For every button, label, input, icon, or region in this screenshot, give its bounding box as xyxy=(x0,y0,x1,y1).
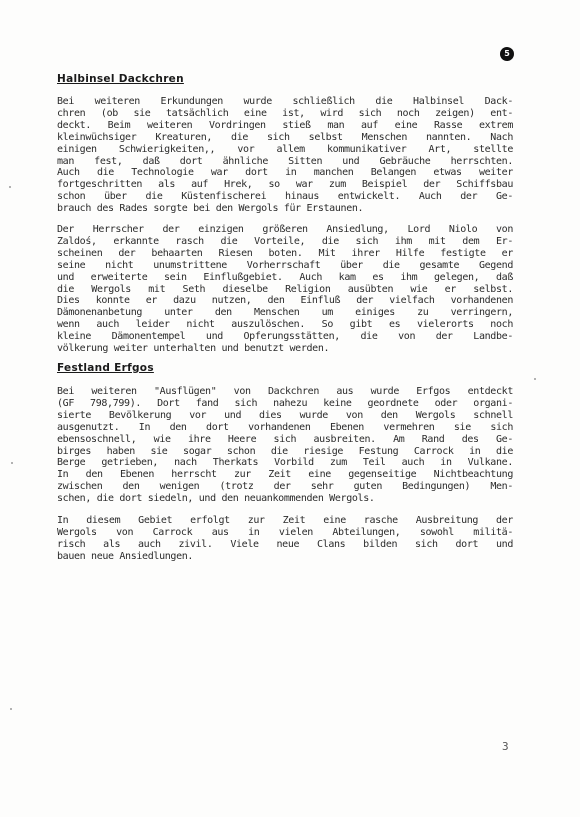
text-line: und erweiterte sein Einflußgebiet. Auch kam es ihm gelegen, daß xyxy=(57,271,513,283)
text-line: In diesem Gebiet erfolgt zur Zeit eine rasche Ausbreitung der xyxy=(57,515,513,526)
text-line: einigen Schwierigkeiten,, vor allem kommunikativer Art, stellte xyxy=(57,143,513,155)
text-line: man fest, daß dort ähnliche Sitten und Gebräuche herrschten. xyxy=(57,155,513,167)
scan-speck xyxy=(534,378,536,380)
section-heading-erfgos: Festland Erfgos xyxy=(57,362,154,374)
paragraph-dackchren-discovery xyxy=(57,96,513,215)
text-line: scheinen der behaarten Riesen boten. Mit ihrer Hilfe festigte er xyxy=(57,247,513,259)
text-line: Bei weiteren Erkundungen wurde schließlich die Halbinsel Dack- xyxy=(57,96,513,107)
paragraph-lord-niolo xyxy=(57,224,513,355)
text-line: deckt. Beim weiteren Vordringen stieß man auf eine Rasse extrem xyxy=(57,119,513,131)
paragraph-erfgos-discovery xyxy=(57,386,513,505)
text-line: zwischen den wenigen (trotz der sehr guten Bedingungen) Men- xyxy=(57,481,513,493)
text-line: Wergols von Carrock aus in vielen Abteilungen, sowohl militä- xyxy=(57,526,513,538)
text-line: sierte Bevölkerung vor und dies wurde von den Wergols schnell xyxy=(57,409,513,421)
text-line: kleine Dämonentempel und Opferungsstätten, die von der Landbe- xyxy=(57,331,513,343)
text-line: Dämonenanbetung unter den Menschen um einiges zu verringern, xyxy=(57,307,513,319)
text-line: wenn auch leider nicht auszulöschen. So gibt es vielerorts noch xyxy=(57,319,513,331)
text-line: brauch des Rades sorgte bei den Wergols für Erstaunen. xyxy=(57,203,364,215)
text-line: die Wergols mit Seth dieselbe Religion ausübten wie er selbst. xyxy=(57,283,513,295)
text-line: schon über die Küstenfischerei hinaus entwickelt. Auch der Ge- xyxy=(57,191,513,203)
text-line: fortgeschritten als auf Hrek, so war zum Beispiel der Schiffsbau xyxy=(57,179,513,191)
text-line: In den Ebenen herrscht zur Zeit eine gegenseitige Nichtbeachtung xyxy=(57,469,513,481)
text-line: risch als auch zivil. Viele neue Clans bilden sich dort und xyxy=(57,538,513,550)
text-line: schen, die dort siedeln, und den neuankommenden Wergols. xyxy=(57,493,375,505)
text-line: Bei weiteren "Ausflügen" von Dackchren aus wurde Erfgos entdeckt xyxy=(57,386,513,397)
text-line: chren (ob sie tatsächlich eine ist, wird sich noch zeigen) ent- xyxy=(57,107,513,119)
text-line: Dies konnte er dazu nutzen, den Einfluß der vielfach vorhandenen xyxy=(57,295,513,307)
text-line: birges haben sie sogar schon die riesige Festung Carrock in die xyxy=(57,445,513,457)
text-line: seine nicht unumstrittene Vorherrschaft über die gesamte Gegend xyxy=(57,259,513,271)
text-line: Auch die Technologie war dort in manchen Belangen etwas weiter xyxy=(57,167,513,179)
text-line: kleinwüchsiger Kreaturen, die sich selbst Menschen nannten. Nach xyxy=(57,131,513,143)
text-line: Zaldoś, erkannte rasch die Vorteile, die sich ihm mit dem Er- xyxy=(57,235,513,247)
page-number: 3 xyxy=(502,740,509,753)
section-heading-dackchren: Halbinsel Dackchren xyxy=(57,73,184,85)
text-line: bauen neue Ansiedlungen. xyxy=(57,550,194,562)
paragraph-carrock-expansion xyxy=(57,515,513,563)
text-line: Berge getrieben, nach Therkats Vorbild zum Teil auch in Vulkane. xyxy=(57,457,513,469)
text-line: ausgenutzt. In den dort vorhandenen Ebenen vermehren sie sich xyxy=(57,421,513,433)
scan-speck xyxy=(9,186,11,188)
scan-speck xyxy=(10,708,12,710)
text-line: Der Herrscher der einzigen größeren Ansiedlung, Lord Niolo von xyxy=(57,224,513,235)
text-line: völkerung weiter unterhalten und benutzt werden. xyxy=(57,343,330,355)
text-line: (GF 798,799). Dort fand sich nahezu keine geordnete oder organi- xyxy=(57,397,513,409)
text-line: ebensoschnell, wie ihre Heere sich ausbreiten. Am Rand des Ge- xyxy=(57,433,513,445)
page-badge: 5 xyxy=(500,47,514,61)
scan-speck xyxy=(11,462,13,464)
